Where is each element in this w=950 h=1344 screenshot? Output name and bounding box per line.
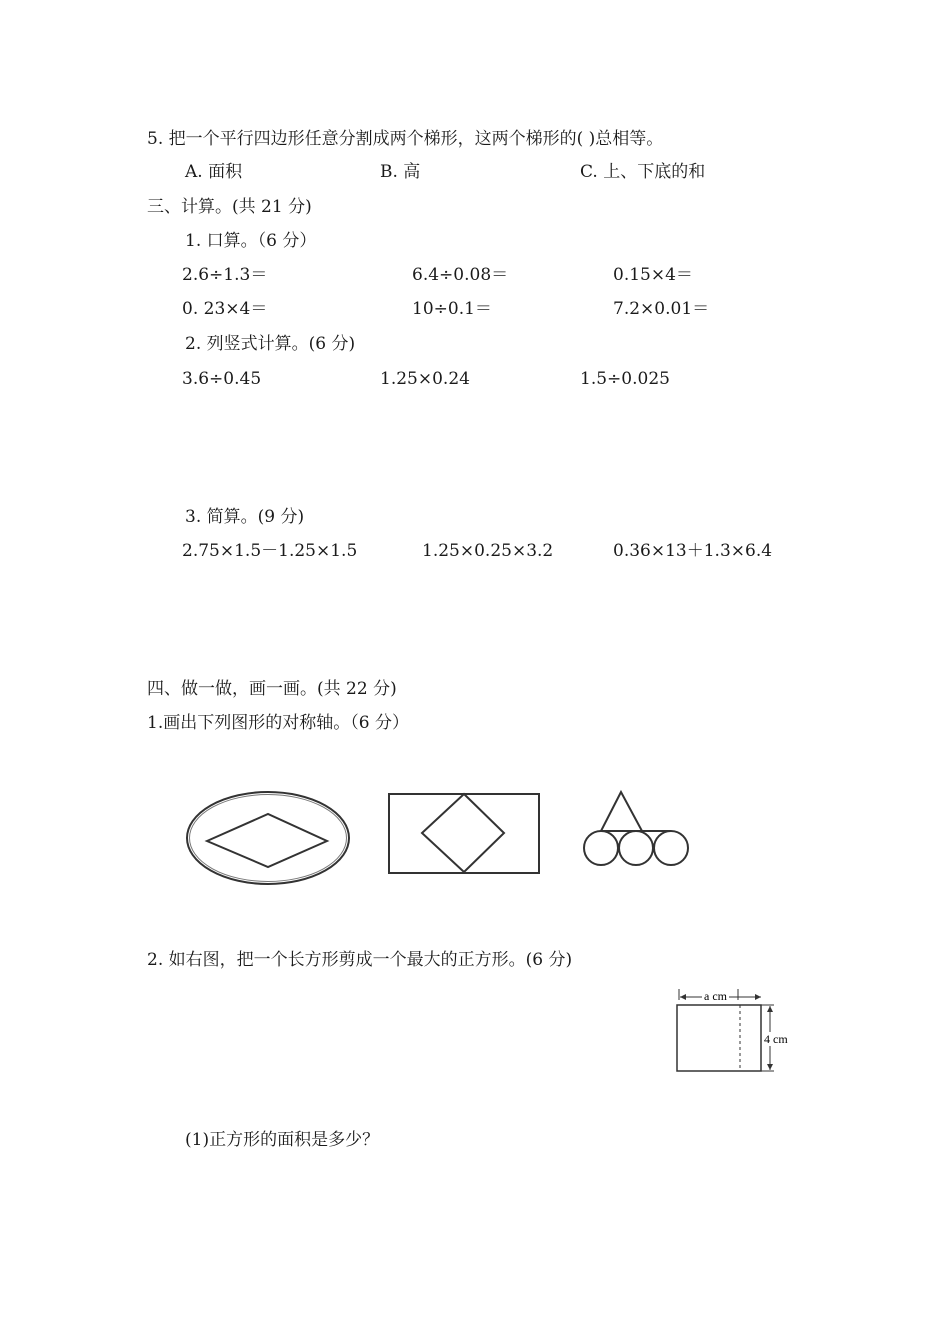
- oral-calc-title: 1. 口算。（6 分）: [185, 231, 317, 251]
- width-label: a cm: [704, 989, 727, 1003]
- triangle-shape: [601, 792, 642, 831]
- height-label: 4 cm: [764, 1032, 788, 1046]
- simplify-item: 1.25×0.25×3.2: [422, 541, 554, 561]
- rectangle-square-figure: [388, 791, 542, 875]
- simplify-item: 2.75×1.5－1.25×1.5: [182, 541, 358, 561]
- rectangle-shape: [389, 794, 539, 873]
- simplify-title: 3. 简算。(9 分): [185, 507, 305, 527]
- symmetry-question-title: 1.画出下列图形的对称轴。（6 分）: [147, 713, 409, 733]
- oral-item: 7.2×0.01＝: [613, 299, 710, 319]
- triangle-circles-figure: [581, 790, 693, 870]
- circle-right: [654, 831, 688, 865]
- ellipse-rhombus-figure: [185, 790, 351, 886]
- rectangle-cut-figure: [668, 985, 798, 1077]
- simplify-item: 0.36×13＋1.3×6.4: [613, 541, 773, 561]
- oral-item: 2.6÷1.3＝: [182, 265, 268, 285]
- section3-title: 三、计算。(共 21 分): [147, 197, 312, 217]
- arrowhead: [767, 1064, 773, 1070]
- q5-option-b: B. 高: [380, 162, 421, 182]
- section4-title: 四、做一做，画一画。(共 22 分): [147, 679, 397, 699]
- circle-middle: [619, 831, 653, 865]
- q5-option-a: A. 面积: [185, 162, 243, 182]
- arrowhead: [755, 994, 761, 1000]
- vertical-item: 1.25×0.24: [380, 369, 470, 389]
- rectangle-outline: [677, 1005, 761, 1071]
- oral-item: 0.15×4＝: [613, 265, 693, 285]
- oral-item: 0. 23×4＝: [182, 299, 268, 319]
- diamond-square-shape: [422, 794, 504, 872]
- arrowhead: [767, 1006, 773, 1012]
- circle-left: [584, 831, 618, 865]
- ellipse-shape: [187, 792, 349, 884]
- rhombus-shape: [207, 814, 327, 867]
- q5-question: 5. 把一个平行四边形任意分割成两个梯形，这两个梯形的( )总相等。: [147, 129, 664, 149]
- q5-option-c: C. 上、下底的和: [580, 162, 706, 182]
- cut-square-question-title: 2. 如右图，把一个长方形剪成一个最大的正方形。(6 分): [147, 950, 573, 970]
- oral-item: 10÷0.1＝: [412, 299, 492, 319]
- vertical-item: 1.5÷0.025: [580, 369, 670, 389]
- vertical-item: 3.6÷0.45: [182, 369, 262, 389]
- oral-item: 6.4÷0.08＝: [412, 265, 509, 285]
- square-area-subquestion: (1)正方形的面积是多少？: [185, 1130, 380, 1150]
- vertical-calc-title: 2. 列竖式计算。(6 分): [185, 334, 356, 354]
- arrowhead: [680, 994, 686, 1000]
